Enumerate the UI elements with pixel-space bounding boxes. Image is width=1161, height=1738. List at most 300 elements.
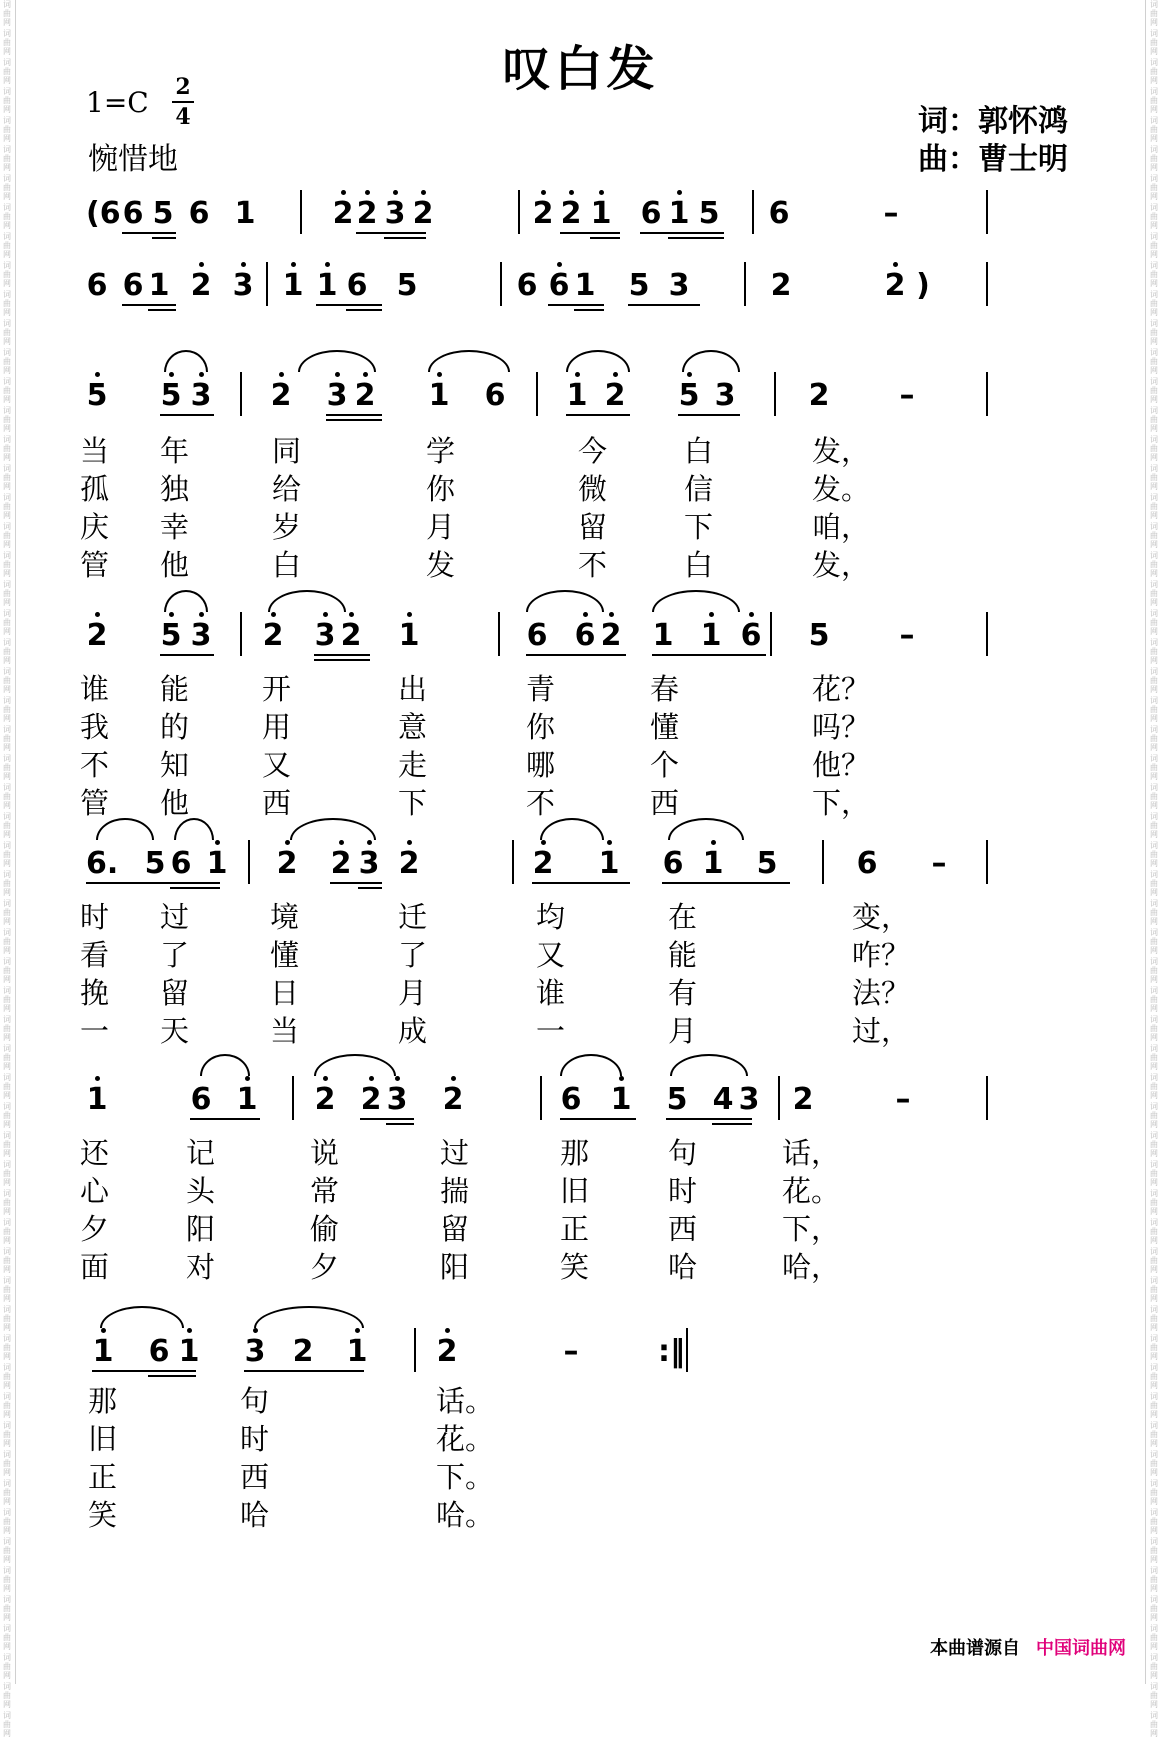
eighth-beam [662,882,790,884]
note: 6 [86,268,108,303]
note: 5 [678,378,700,414]
note: 6. [86,846,119,881]
eighth-beam [360,1118,414,1120]
watermark-text: 词曲网 [3,1073,11,1100]
sixteenth-beam [358,887,382,889]
watermark-text: 词曲网 [3,841,11,868]
note: 6 [346,268,368,303]
score-system [0,618,1161,678]
note: 3 [326,378,348,414]
watermark-text: 词曲网 [1150,899,1158,926]
watermark-text: 词曲网 [1150,696,1158,723]
watermark-text: 词曲网 [3,957,11,984]
eighth-beam [330,882,382,884]
watermark-text: 词曲网 [3,1276,11,1303]
barline [822,840,824,884]
lyric-syllable: 面 [80,1250,110,1284]
octave-dot-above [709,612,714,617]
lyric-syllable: 同 [272,434,302,468]
eighth-beam [526,654,626,656]
note: 5 [396,268,418,303]
note: 3 [232,268,254,304]
lyric-syllable: 头 [186,1174,216,1208]
lyric-syllable: 发， [812,434,871,468]
eighth-beam [244,1370,364,1372]
watermark-text: 词曲网 [3,406,11,433]
barline [686,1328,688,1372]
lyric-syllable: 话。 [436,1384,495,1418]
octave-dot-above [245,1076,250,1081]
sustain-dash: – [883,196,899,231]
octave-dot-above [437,372,442,377]
lyric-syllable: 法？ [852,976,911,1010]
note: 1 [590,196,612,232]
slur [290,818,376,840]
barline [752,190,754,234]
barline [414,1328,416,1372]
watermark-text: 词曲网 [3,87,11,114]
sustain-dash: – [563,1334,579,1369]
watermark-text: 词曲网 [1150,203,1158,230]
lyric-syllable: 我 [80,710,110,744]
watermark-text: 词曲网 [3,725,11,752]
watermark-text: 词曲网 [1150,435,1158,462]
slur [174,818,214,840]
barline [518,190,520,234]
watermark-text: 词曲网 [3,29,11,56]
octave-dot-above [407,612,412,617]
lyric-syllable: 管 [80,786,110,820]
eighth-beam [122,232,176,234]
lyric-syllable: 西 [262,786,292,820]
watermark-text: 词曲网 [3,667,11,694]
time-signature-bottom: 4 [175,104,191,130]
eighth-beam [122,304,176,306]
watermark-text: 词曲网 [1150,1653,1158,1680]
eighth-beam [160,654,214,656]
lyric-syllable: 发。 [812,472,871,506]
lyric-syllable: 能 [668,938,698,972]
sixteenth-beam [148,309,176,311]
sixteenth-beam [712,1123,752,1125]
barline [986,190,988,234]
octave-dot-above [393,190,398,195]
note: 2 [532,196,554,232]
note: 1 [574,268,596,303]
watermark-text: 词曲网 [3,435,11,462]
lyric-syllable: 偷 [310,1212,340,1246]
note: 1 [282,268,304,304]
octave-dot-above [335,372,340,377]
lyric-syllable: 西 [650,786,680,820]
watermark-text: 词曲网 [3,870,11,897]
lyric-syllable: 常 [310,1174,340,1208]
lyric-syllable: 一 [80,1014,110,1048]
watermark-text: 词曲网 [3,812,11,839]
note: 3 [190,378,212,414]
slur [314,1054,396,1076]
watermark-text: 词曲网 [3,1392,11,1419]
barline [248,840,250,884]
watermark-text: 词曲网 [3,1595,11,1622]
octave-dot-above [367,840,372,845]
slur [652,590,740,612]
lyric-syllable: 时 [240,1422,270,1456]
lyric-syllable: 又 [536,938,566,972]
note: 1 [236,1082,258,1118]
lyric-syllable: 在 [668,900,698,934]
watermark-text: 词曲网 [1150,1160,1158,1187]
lyric-syllable: 说 [310,1136,340,1170]
watermark-text: 词曲网 [1150,928,1158,955]
octave-dot-above [279,372,284,377]
time-signature [172,74,194,130]
barline [300,190,302,234]
note: 6 [548,268,570,304]
lyricist-credit: 词：郭怀鸿 [918,104,1068,139]
note: 6 [856,846,878,881]
note: 2 [354,378,376,414]
lyric-syllable: 阳 [186,1212,216,1246]
octave-dot-above [541,190,546,195]
note: 6 [560,1082,582,1117]
octave-dot-above [613,372,618,377]
note: 6 [190,1082,212,1117]
note: 2 [332,196,354,232]
note: 6 [740,618,762,654]
watermark-text: 词曲网 [1150,116,1158,143]
slur [100,1306,184,1328]
watermark-text: 词曲网 [3,1479,11,1506]
note: 3 [386,1082,408,1118]
watermark-text: 词曲网 [3,609,11,636]
lyric-syllable: 下 [398,786,428,820]
lyric-syllable: 他 [160,548,190,582]
watermark-text: 词曲网 [1150,406,1158,433]
sixteenth-beam [386,1123,414,1125]
note: 2 [560,196,582,232]
note: 2 [792,1082,814,1117]
lyric-syllable: 阳 [440,1250,470,1284]
watermark-text: 词曲网 [1150,841,1158,868]
octave-dot-above [363,372,368,377]
note: 2 [340,618,362,654]
watermark-text: 词曲网 [1150,29,1158,56]
lyric-syllable: 笑 [560,1250,590,1284]
barline [498,612,500,656]
lyric-syllable: 有 [668,976,698,1010]
lyric-syllable: 西 [240,1460,270,1494]
note: 2 [356,196,378,232]
octave-dot-above [323,612,328,617]
lyric-syllable: 心 [80,1174,110,1208]
eighth-beam [160,414,214,416]
note: 3 [668,268,690,303]
watermark-text: 词曲网 [3,1334,11,1361]
note: 2 [330,846,352,882]
note: 5 [160,618,182,654]
sixteenth-beam [590,237,620,239]
note: 2 [436,1334,458,1370]
note: 1 [316,268,338,304]
lyric-syllable: 时 [80,900,110,934]
note: 2 [276,846,298,882]
octave-dot-above [271,612,276,617]
note: 1 [86,1082,108,1118]
note: 1 [428,378,450,414]
slur [268,590,346,612]
lyric-syllable: 知 [160,748,190,782]
tempo-marking: 惋惜地 [88,142,178,177]
lyric-syllable: 独 [160,472,190,506]
octave-dot-above [349,612,354,617]
watermark-text: 词曲网 [1150,667,1158,694]
note: 2 [398,846,420,882]
lyric-syllable: 他 [160,786,190,820]
barline [266,262,268,306]
note: 6 [148,1334,170,1369]
lyric-syllable: 揣 [440,1174,470,1208]
watermark-text: 词曲网 [1150,1566,1158,1593]
score-system [0,378,1161,438]
lyric-syllable: 你 [526,710,556,744]
lyric-syllable: 今 [578,434,608,468]
note: 2 [532,846,554,882]
lyric-syllable: 庆 [80,510,110,544]
watermark-text: 词曲网 [3,58,11,85]
watermark-text: 词曲网 [1150,464,1158,491]
lyric-syllable: 给 [272,472,302,506]
watermark-text: 词曲网 [3,1305,11,1332]
slur [428,350,510,372]
lyric-syllable: 旧 [88,1422,118,1456]
note: 5 [756,846,778,881]
time-signature-top: 2 [175,74,191,100]
lyric-syllable: 白 [684,434,714,468]
watermark-text: 词曲网 [3,145,11,172]
lyric-syllable: 变， [852,900,911,934]
octave-dot-above [609,612,614,617]
watermark-text: 词曲网 [3,1682,11,1709]
watermark-text: 词曲网 [3,696,11,723]
note: ) [916,268,930,303]
eighth-beam [86,882,220,884]
octave-dot-above [451,1076,456,1081]
lyric-syllable: 正 [88,1460,118,1494]
lyric-syllable: 成 [398,1014,428,1048]
note: 1 [178,1334,200,1370]
octave-dot-above [395,1076,400,1081]
octave-dot-above [749,612,754,617]
note: 1 [566,378,588,414]
score-system [0,196,1161,256]
note: 5 [628,268,650,303]
watermark-text: 词曲网 [1150,1711,1158,1738]
lyric-syllable: 月 [668,1014,698,1048]
lyric-syllable: 能 [160,672,190,706]
lyric-syllable: 又 [262,748,292,782]
lyric-syllable: 个 [650,748,680,782]
note: 5 [698,196,720,231]
barline [240,372,242,416]
watermark-text: 词曲网 [1150,261,1158,288]
watermark-text: 词曲网 [1150,493,1158,520]
watermark-text: 词曲网 [3,1537,11,1564]
lyric-syllable: 发， [812,548,871,582]
eighth-beam [666,1118,752,1120]
octave-dot-above [583,612,588,617]
lyric-syllable: 花。 [436,1422,495,1456]
octave-dot-above [541,840,546,845]
song-title: 叹白发 [502,41,659,97]
watermark-text: 词曲网 [1150,87,1158,114]
lyric-syllable: 青 [526,672,556,706]
octave-dot-above [369,1076,374,1081]
lyric-syllable: 幸 [160,510,190,544]
watermark-text: 词曲网 [3,522,11,549]
barline [536,372,538,416]
lyric-syllable: 开 [262,672,292,706]
watermark-text: 词曲网 [1150,1015,1158,1042]
watermark-text: 词曲网 [3,1102,11,1129]
lyric-syllable: 学 [426,434,456,468]
note: 3 [358,846,380,882]
score-system [0,1334,1161,1394]
lyric-syllable: 春 [650,672,680,706]
note: 5 [152,196,174,231]
eighth-beam [532,882,630,884]
note: 2 [770,268,792,303]
watermark-text: 词曲网 [1150,957,1158,984]
watermark-text: 词曲网 [3,1566,11,1593]
slur [682,350,740,372]
watermark-text: 词曲网 [3,319,11,346]
watermark-text: 词曲网 [3,116,11,143]
slur [164,350,208,372]
octave-dot-above [569,190,574,195]
eighth-beam [628,304,700,306]
note: 1 [668,196,690,232]
lyric-syllable: 那 [560,1136,590,1170]
note: 1 [702,846,724,882]
barline [986,1076,988,1120]
lyric-syllable: 微 [578,472,608,506]
lyric-syllable: 挽 [80,976,110,1010]
octave-dot-above [893,262,898,267]
note: 1 [598,846,620,882]
sustain-dash: – [899,378,915,413]
octave-dot-above [199,612,204,617]
lyric-syllable: 旧 [560,1174,590,1208]
note: (6 [86,196,121,231]
lyric-syllable: 不 [80,748,110,782]
note: 2 [884,268,906,304]
watermark-text: 词曲网 [3,1015,11,1042]
time-signature-bar [172,101,194,103]
watermark-text: 词曲网 [3,1189,11,1216]
watermark-text: 词曲网 [3,261,11,288]
watermark-text: 词曲网 [3,1363,11,1390]
score-system [0,846,1161,906]
watermark-text: 词曲网 [1150,1247,1158,1274]
note: 4 [712,1082,734,1117]
note: 2 [190,268,212,304]
source-label: 本曲谱源自 [930,1638,1020,1659]
lyric-syllable: 那 [88,1384,118,1418]
lyric-syllable: 月 [426,510,456,544]
barline [240,612,242,656]
lyric-syllable: 下。 [436,1460,495,1494]
sixteenth-beam [668,237,724,239]
octave-dot-above [169,612,174,617]
lyric-syllable: 当 [80,434,110,468]
lyric-syllable: 走 [398,748,428,782]
octave-dot-above [619,1076,624,1081]
slur [96,818,154,840]
watermark-text: 词曲网 [1150,348,1158,375]
eighth-beam [652,654,766,656]
watermark-text: 词曲网 [1150,551,1158,578]
lyric-syllable: 不 [526,786,556,820]
note: 5 [86,378,108,414]
note: 1 [610,1082,632,1118]
note: 3 [714,378,736,413]
lyric-syllable: 对 [186,1250,216,1284]
note: 2 [442,1082,464,1118]
octave-dot-above [365,190,370,195]
octave-dot-above [607,840,612,845]
eighth-beam [566,414,630,416]
sixteenth-beam [384,237,426,239]
eighth-beam [190,1118,260,1120]
note: 1 [206,846,228,882]
sustain-dash: – [895,1082,911,1117]
watermark-text: 词曲网 [1150,1276,1158,1303]
barline [986,372,988,416]
note: 3 [738,1082,760,1117]
lyric-syllable: 了 [398,938,428,972]
lyric-syllable: 懂 [270,938,300,972]
note: 1 [398,618,420,654]
octave-dot-above [95,612,100,617]
note: 1 [92,1334,114,1370]
slur [668,818,744,840]
octave-dot-above [101,1328,106,1333]
lyric-syllable: 谁 [536,976,566,1010]
lyric-syllable: 过， [852,1014,911,1048]
lyric-syllable: 哈 [668,1250,698,1284]
slur [540,818,604,840]
watermark-text: 词曲网 [3,174,11,201]
watermark-text: 词曲网 [1150,986,1158,1013]
note: 2 [270,378,292,414]
site-name: 中国词曲网 [1036,1638,1126,1659]
watermark-text: 词曲网 [1150,1450,1158,1477]
lyric-syllable: 吗？ [812,710,871,744]
note: 2 [808,378,830,413]
octave-dot-above [95,1076,100,1081]
watermark-text: 词曲网 [1150,290,1158,317]
octave-dot-above [95,372,100,377]
lyric-syllable: 你 [426,472,456,506]
watermark-text: 词曲网 [1150,1044,1158,1071]
lyric-syllable: 花。 [782,1174,841,1208]
lyric-syllable: 谁 [80,672,110,706]
sustain-dash: – [931,846,947,881]
note: 3 [244,1334,266,1370]
note: 6 [516,268,538,303]
lyric-syllable: 看 [80,938,110,972]
